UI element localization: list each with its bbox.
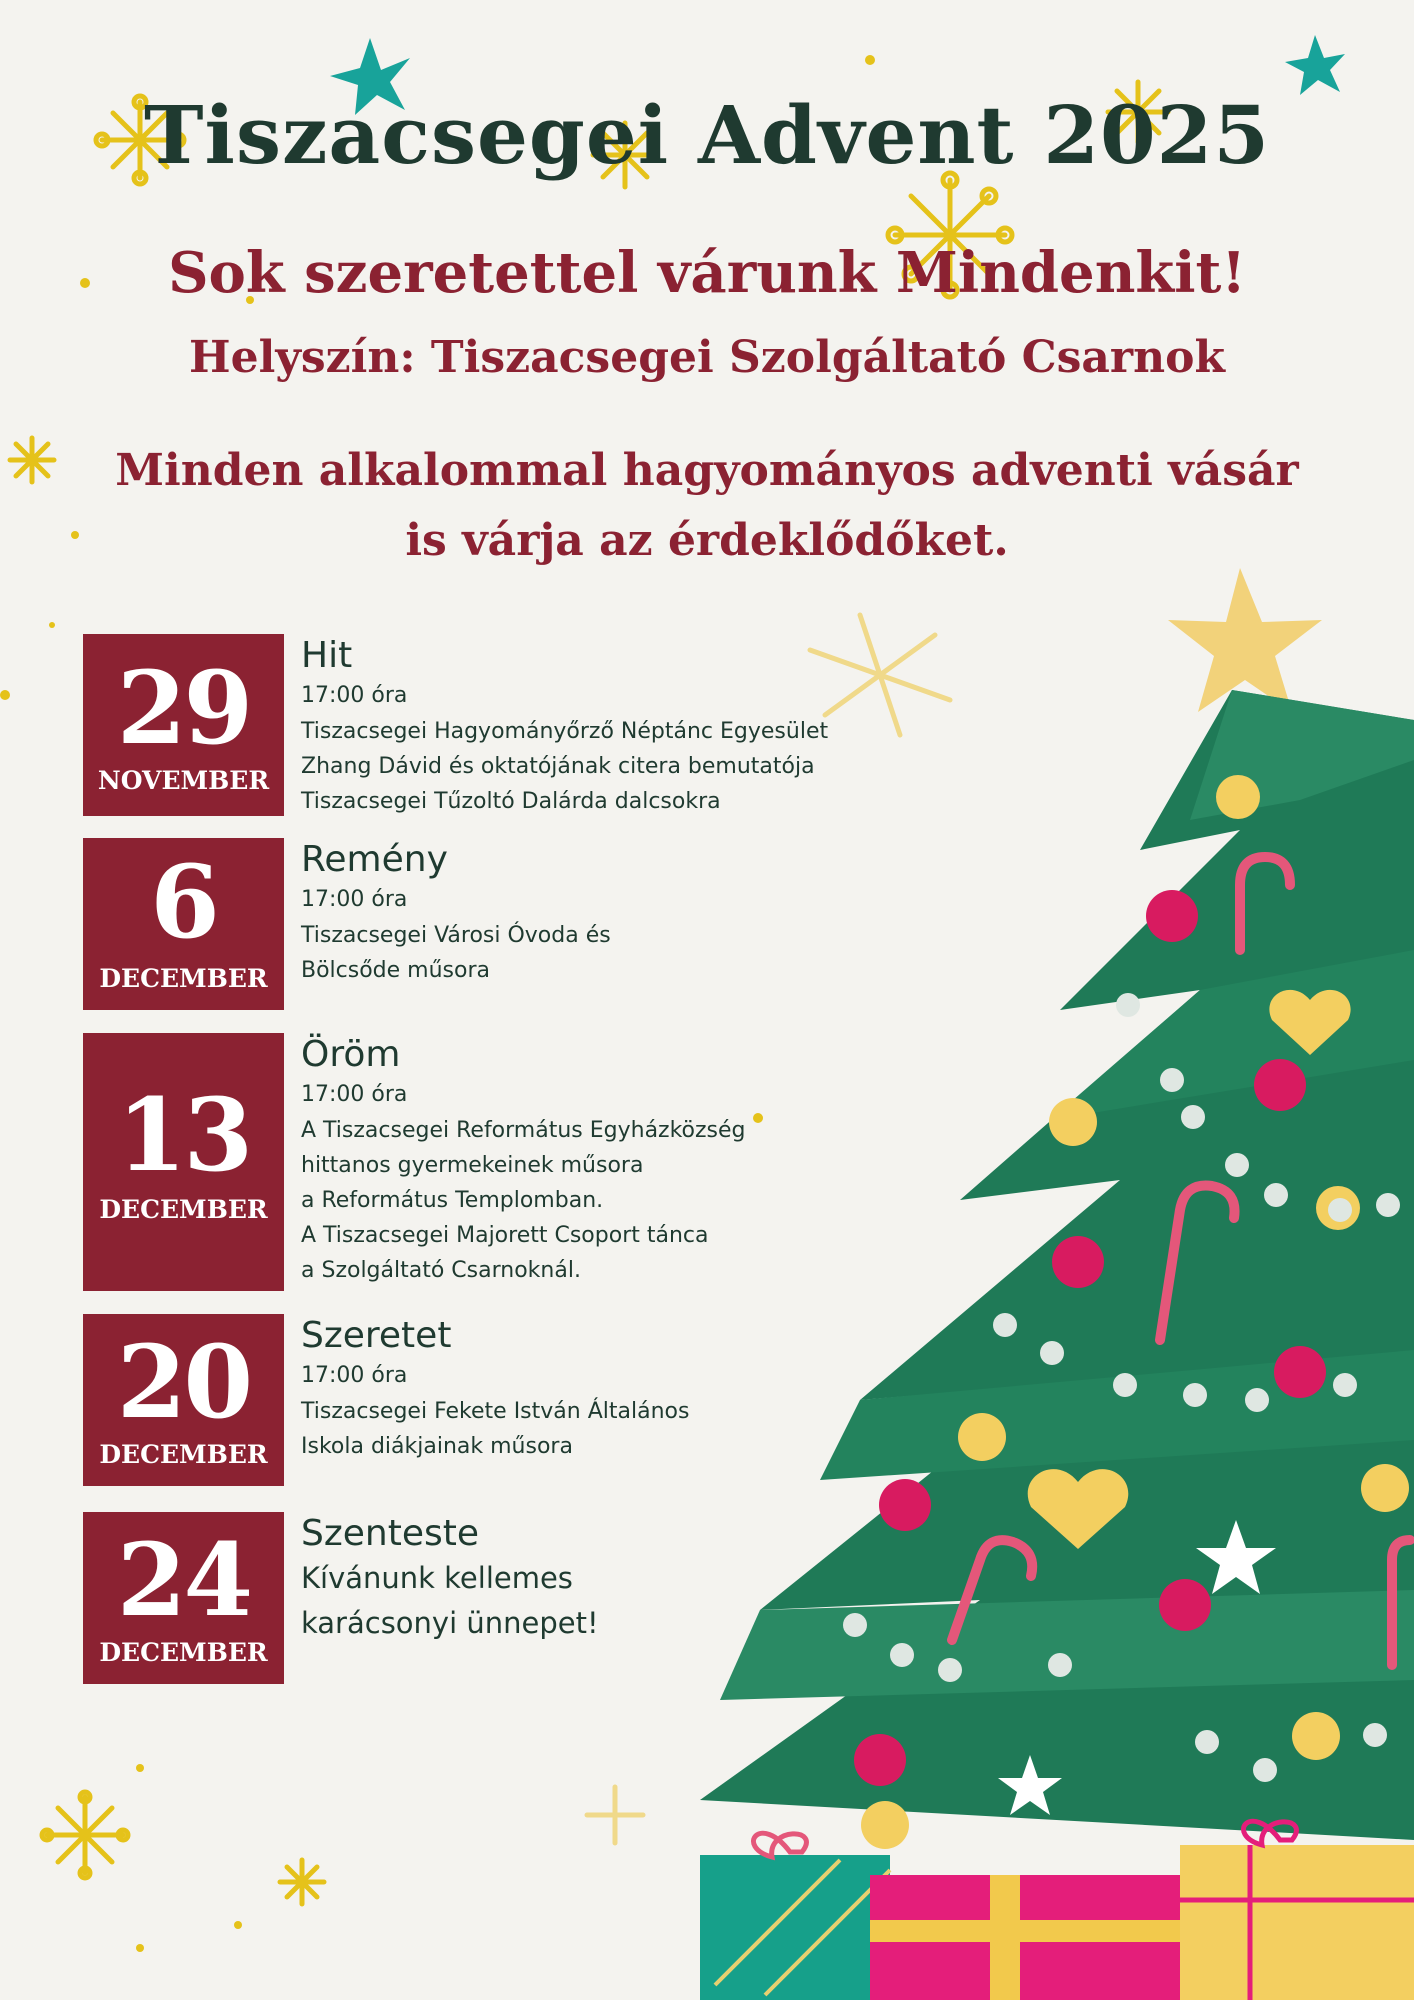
date-badge	[83, 1033, 284, 1291]
event-time: 17:00 óra	[301, 683, 408, 708]
date-month: DECEMBER	[99, 1440, 268, 1469]
event-line: a Református Templomban.	[301, 1188, 604, 1213]
date-day: 24	[116, 1521, 251, 1639]
date-badge	[83, 1314, 284, 1486]
event-name: Szenteste	[301, 1513, 479, 1554]
date-month: DECEMBER	[99, 964, 268, 993]
event-time: 17:00 óra	[301, 887, 408, 912]
event-line: Zhang Dávid és oktatójának citera bemutatója	[301, 754, 815, 779]
date-badge	[83, 1512, 284, 1684]
date-day: 20	[116, 1323, 251, 1441]
event-line: Tiszacsegei Fekete István Általános	[301, 1399, 690, 1424]
event-details	[301, 1314, 1021, 1464]
event-line: Tiszacsegei Hagyományőrző Néptánc Egyesület	[301, 719, 829, 744]
welcome-subtitle: Sok szeretettel várunk Mindenkit!	[168, 240, 1246, 306]
event-name: Szeretet	[301, 1315, 452, 1356]
gift-box-icon	[700, 1821, 1414, 2000]
date-month: DECEMBER	[99, 1638, 268, 1667]
page-title: Tiszacsegei Advent 2025	[144, 88, 1270, 182]
location-line: Helyszín: Tiszacsegei Szolgáltató Csarnok	[189, 332, 1225, 383]
event-line: a Szolgáltató Csarnoknál.	[301, 1258, 581, 1283]
date-day: 13	[116, 1076, 251, 1194]
event-details	[301, 634, 1021, 819]
event-line: Iskola diákjainak műsora	[301, 1434, 573, 1459]
date-day: 29	[116, 649, 251, 767]
date-day: 6	[150, 843, 217, 961]
event-line: A Tiszacsegei Majorett Csoport tánca	[301, 1223, 709, 1248]
event-line: Tiszacsegei Városi Óvoda és	[301, 923, 611, 948]
event-name: Hit	[301, 635, 353, 676]
event-line: Tiszacsegei Tűzoltó Dalárda dalcsokra	[301, 789, 721, 814]
date-badge	[83, 838, 284, 1010]
star-topper-icon	[1168, 568, 1322, 712]
event-line: A Tiszacsegei Református Egyházközség	[301, 1118, 746, 1143]
date-month: DECEMBER	[99, 1195, 268, 1224]
event-details	[301, 1512, 1021, 1646]
event-line: karácsonyi ünnepet!	[301, 1606, 599, 1640]
date-badge	[83, 634, 284, 816]
event-line: Kívánunk kellemes	[301, 1561, 573, 1595]
market-note: Minden alkalommal hagyományos adventi vásár is várja az érdeklődőket.	[115, 445, 1299, 566]
event-details	[301, 1033, 1021, 1288]
event-name: Öröm	[301, 1034, 401, 1075]
event-line: hittanos gyermekeinek műsora	[301, 1153, 644, 1178]
event-details	[301, 838, 1021, 988]
date-month: NOVEMBER	[97, 766, 270, 795]
event-name: Remény	[301, 839, 448, 880]
event-time: 17:00 óra	[301, 1363, 408, 1388]
event-line: Bölcsőde műsora	[301, 958, 490, 983]
event-time: 17:00 óra	[301, 1082, 408, 1107]
